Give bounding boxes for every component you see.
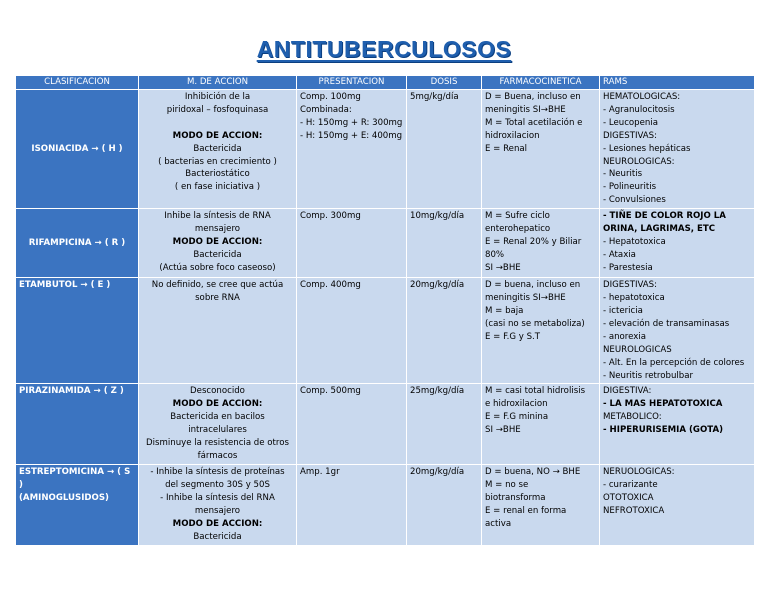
cell-clasificacion xyxy=(16,384,139,465)
cell-line: E = Renal xyxy=(485,143,528,154)
cell-presentacion xyxy=(297,384,407,465)
cell-line: meningitis SI→BHE xyxy=(485,293,566,304)
cell-line: RIFAMPICINA → ( R ) xyxy=(28,237,126,248)
cell-line: E = F.G y S.T xyxy=(485,331,541,342)
cell-rams xyxy=(600,278,755,384)
cell-rams xyxy=(600,209,755,278)
cell-line: E = Renal 20% y Biliar xyxy=(485,236,582,247)
cell-line: fármacos xyxy=(197,450,238,461)
cell-line: Comp. 100mg xyxy=(300,92,361,102)
cell-line: - Hepatotoxica xyxy=(603,236,666,247)
cell-line: M = casi total hidrolisis xyxy=(485,386,586,397)
cell-line: MODO DE ACCION: xyxy=(172,519,263,530)
cell-line: D = buena, NO → BHE xyxy=(485,467,581,478)
cell-line: NERUOLOGICAS: xyxy=(603,467,675,478)
cell-line: - elevación de transaminasas xyxy=(603,318,730,329)
cell-line: Combinada: xyxy=(300,104,352,115)
header-modo-accion: M. DE ACCION xyxy=(139,76,297,90)
cell-modo-accion xyxy=(139,278,297,384)
cell-line: NEFROTOXICA xyxy=(603,506,665,517)
cell-farmacocinetica xyxy=(482,465,600,545)
cell-rams xyxy=(600,90,755,209)
cell-line: M = no se xyxy=(485,480,529,491)
cell-line: OTOTOXICA xyxy=(603,493,654,504)
cell-line: - H: 150mg + E: 400mg xyxy=(300,130,403,141)
cell-line: Bactericida xyxy=(193,249,242,260)
cell-line: ( en fase iniciativa ) xyxy=(174,182,261,193)
table-row xyxy=(16,209,755,278)
cell-line: - ictericia xyxy=(603,305,643,316)
cell-line: DIGESTIVA: xyxy=(603,386,652,397)
cell-line: enterohepatico xyxy=(485,224,551,235)
cell-presentacion xyxy=(297,278,407,384)
cell-dosis xyxy=(407,90,482,209)
cell-line: (Actúa sobre foco caseoso) xyxy=(159,262,276,273)
cell-line: activa xyxy=(485,519,512,530)
cell-line: ETAMBUTOL → ( E ) xyxy=(19,280,111,291)
cell-line: 80% xyxy=(485,249,505,260)
cell-line: - hepatotoxica xyxy=(603,293,665,304)
cell-line: MODO DE ACCION: xyxy=(172,399,263,410)
header-presentacion: PRESENTACION xyxy=(297,76,407,90)
cell-line: del segmento 30S y 50S xyxy=(165,480,270,491)
cell-modo-accion xyxy=(139,209,297,278)
cell-line: Comp. 500mg xyxy=(300,386,361,397)
cell-line: NEUROLOGICAS: xyxy=(603,156,675,167)
header-rams: RAMS xyxy=(600,76,755,90)
cell-line: Disminuye la resistencia de otros xyxy=(146,438,289,449)
cell-line: - Leucopenia xyxy=(603,117,659,128)
table-row xyxy=(16,278,755,384)
cell-dosis xyxy=(407,278,482,384)
cell-line: - Ataxia xyxy=(603,249,636,260)
cell-line: 5mg/kg/día xyxy=(410,92,459,102)
cell-line: - Polineuritis xyxy=(603,182,657,193)
cell-line: ( bacterias en crecimiento ) xyxy=(158,156,277,167)
cell-line: METABOLICO: xyxy=(603,412,662,423)
cell-line: M = Total acetilación e xyxy=(485,117,583,128)
cell-line: (casi no se metaboliza) xyxy=(485,318,585,329)
cell-line: - LA MAS HEPATOTOXICA xyxy=(603,399,723,410)
table-row xyxy=(16,465,755,545)
cell-line: 20mg/kg/día xyxy=(410,467,465,478)
cell-line: mensajero xyxy=(194,224,241,235)
cell-line: e hidroxilacion xyxy=(485,399,548,410)
cell-line: M = Sufre ciclo xyxy=(485,211,550,222)
cell-line: HEMATOLOGICAS: xyxy=(603,92,681,102)
cell-line: ISONIACIDA → ( H ) xyxy=(31,143,123,154)
cell-modo-accion xyxy=(139,90,297,209)
cell-line: - Inhibe la síntesis de proteínas xyxy=(150,467,285,478)
cell-rams xyxy=(600,384,755,465)
cell-farmacocinetica xyxy=(482,278,600,384)
cell-rams xyxy=(600,465,755,545)
cell-dosis xyxy=(407,465,482,545)
cell-line: Desconocido xyxy=(190,386,245,397)
cell-dosis xyxy=(407,209,482,278)
cell-line: - TIÑE DE COLOR ROJO LA xyxy=(603,211,726,222)
cell-line: - Inhibe la síntesis del RNA xyxy=(160,493,275,504)
cell-line: mensajero xyxy=(194,506,241,517)
cell-line: - Parestesia xyxy=(603,262,653,273)
cell-line: - Lesiones hepáticas xyxy=(603,143,691,154)
cell-line: 20mg/kg/día xyxy=(410,280,465,291)
cell-dosis xyxy=(407,384,482,465)
cell-line: 25mg/kg/día xyxy=(410,386,465,397)
cell-line: SI →BHE xyxy=(485,262,521,273)
cell-line xyxy=(142,117,293,130)
cell-presentacion xyxy=(297,90,407,209)
header-dosis: DOSIS xyxy=(407,76,482,90)
cell-line: Bacteriostático xyxy=(185,169,250,180)
cell-line: Bactericida en bacilos xyxy=(170,412,265,423)
table-row xyxy=(16,90,755,209)
cell-line: PIRAZINAMIDA → ( Z ) xyxy=(19,386,124,397)
cell-line: M = baja xyxy=(485,305,524,316)
cell-line: Comp. 300mg xyxy=(300,211,361,222)
cell-line: No definido, se cree que actúa xyxy=(151,280,284,291)
cell-line: E = renal en forma xyxy=(485,506,567,517)
cell-line: SI →BHE xyxy=(485,425,521,436)
header-farmacocinetica: FARMACOCINETICA xyxy=(482,76,600,90)
cell-line: - Agranulocitosis xyxy=(603,104,675,115)
cell-line: - curarizante xyxy=(603,480,658,491)
cell-line: intracelulares xyxy=(188,425,247,436)
cell-line: - H: 150mg + R: 300mg xyxy=(300,117,403,128)
cell-line: piridoxal – fosfoquinasa xyxy=(166,104,269,115)
cell-line: meningitis SI→BHE xyxy=(485,104,566,115)
cell-line: sobre RNA xyxy=(195,293,240,304)
header-clasificacion: CLASIFICACION xyxy=(16,76,139,90)
cell-line: - Neuritis retrobulbar xyxy=(603,370,694,381)
cell-clasificacion xyxy=(16,278,139,384)
cell-line: hidroxilacion xyxy=(485,130,540,141)
cell-line: ESTREPTOMICINA → ( S ) xyxy=(19,467,131,491)
table-row xyxy=(16,384,755,465)
cell-line: - Convulsiones xyxy=(603,195,666,206)
cell-farmacocinetica xyxy=(482,90,600,209)
cell-line: - anorexia xyxy=(603,331,647,342)
cell-line: - Neuritis xyxy=(603,169,643,180)
page-title: ANTITUBERCULOSOS xyxy=(256,36,512,62)
cell-line: DIGESTIVAS: xyxy=(603,130,658,141)
cell-clasificacion xyxy=(16,90,139,209)
cell-line: E = F.G minina xyxy=(485,412,549,423)
cell-modo-accion xyxy=(139,384,297,465)
cell-line: Bactericida xyxy=(193,143,242,154)
cell-line: biotransforma xyxy=(485,493,546,504)
antituberculosos-table xyxy=(15,75,755,546)
header-row xyxy=(16,76,755,90)
cell-line: - HIPERURISEMIA (GOTA) xyxy=(603,425,724,436)
cell-line: NEUROLOGICAS xyxy=(603,344,672,355)
cell-line: Inhibición de la xyxy=(184,92,251,102)
cell-line: MODO DE ACCION: xyxy=(172,236,263,247)
cell-line: 10mg/kg/día xyxy=(410,211,465,222)
cell-line: MODO DE ACCION: xyxy=(172,130,263,141)
cell-clasificacion xyxy=(16,209,139,278)
cell-farmacocinetica xyxy=(482,384,600,465)
cell-line: Bactericida xyxy=(193,531,242,542)
cell-line: D = Buena, incluso en xyxy=(485,92,581,102)
cell-line: (AMINOGLUSIDOS) xyxy=(19,493,109,504)
cell-line: D = buena, incluso en xyxy=(485,280,581,291)
cell-presentacion xyxy=(297,209,407,278)
cell-line: DIGESTIVAS: xyxy=(603,280,658,291)
cell-modo-accion xyxy=(139,465,297,545)
cell-clasificacion xyxy=(16,465,139,545)
cell-line: - Alt. En la percepción de colores xyxy=(603,357,745,368)
cell-line: ORINA, LAGRIMAS, ETC xyxy=(603,224,716,235)
cell-presentacion xyxy=(297,465,407,545)
cell-line: Amp. 1gr xyxy=(300,467,340,478)
cell-line: Inhibe la síntesis de RNA xyxy=(164,211,271,222)
cell-farmacocinetica xyxy=(482,209,600,278)
cell-line: Comp. 400mg xyxy=(300,280,361,291)
